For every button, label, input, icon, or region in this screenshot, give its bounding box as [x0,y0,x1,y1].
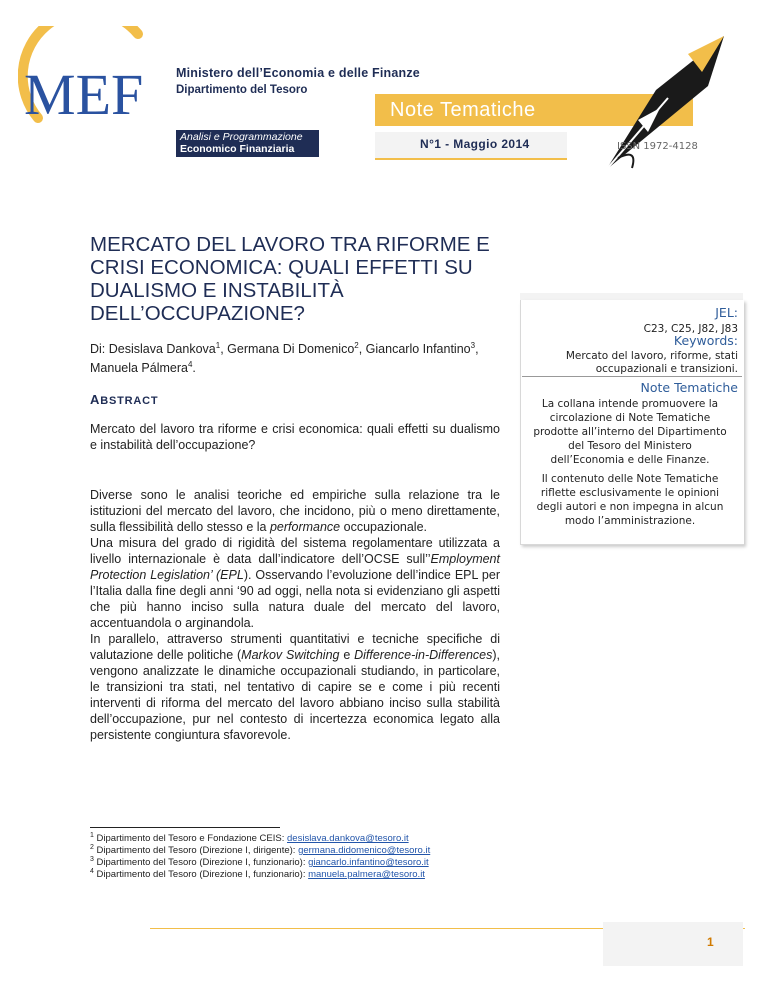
paragraph: Una misura del grado di rigidità del sistema regolamentare utilizzata a livello internazionale è data dall’indicatore dell’OCSE sull’’Employment Protection Legislation’ (EPL). Osservando l’evoluzione dell’indice EPL per l’Italia dalla fine degli anni ‘90 ad oggi, nella nota si evidenziano gli aspetti che più hanno inciso sulla natura duale del mercato del lavoro, accentuandola o arginandola. [90,536,500,630]
department-name: Dipartimento del Tesoro [176,84,308,96]
footnote-rule [90,827,280,828]
article-title: MERCATO DEL LAVORO TRA RIFORME E CRISI ECONOMICA: QUALI EFFETTI SU DUALISMO E INSTABILITÀ DELL’OCCUPAZIONE? [90,233,490,325]
authors: Di: Desislava Dankova$^1$, Germana Di Domenico$^2$, Giancarlo Infantino$^3$, Manuela Pálmera$^4$. [90,341,479,376]
footnote-3: $^3$ Dipartimento del Tesoro (Direzione I, funzionario): giancarlo.infantino@tesoro.it [90,856,429,869]
issn: ISSN 1972-4128 [617,141,698,152]
jel-codes: C23, C25, J82, J83 [643,323,738,335]
author-3-note: 3 [470,341,476,350]
sidebar-divider [522,376,742,377]
footnote-2: $^2$ Dipartimento del Tesoro (Direzione I, dirigente): germana.didomenico@tesoro.it [90,844,431,857]
footnote-1-email[interactable]: desislava.dankova@tesoro.it [287,833,409,845]
page-number: 1 [707,935,714,949]
footer-box [603,922,743,966]
jel-heading: JEL: [715,305,738,320]
pen-nib-icon [598,28,746,178]
logo-text: MEF [24,62,144,127]
author-3: , Giancarlo Infantino [358,342,471,357]
paragraph: In parallelo, attraverso strumenti quantitativi e tecniche specifiche di valutazione delle politiche (Markov Switching e Difference-in-Differences), vengono analizzate le dinamiche occupazionali studiando, in particolare, le transizioni tra stati, nel tentativo di capire se e come i più recenti interventi di riforma del mercato del lavoro abbiano inciso sulla stabilità dell’occupazione, pur nel contesto di incertezza economica legato alla persistente congiuntura sfavorevole. [90,632,500,742]
author-4-note: 4 [187,360,193,370]
author-2: , Germana Di Domenico [220,342,355,357]
abstract-subtitle: Mercato del lavoro tra riforme e crisi economica: quali effetti su dualismo e instabilità dell’occupazione? [90,422,500,452]
paragraph: Diverse sono le analisi teoriche ed empiriche sulla relazione tra le istituzioni del mercato del lavoro, che incidono, più o meno direttamente, sulla flessibilità dello stesso e la performance occupazionale. [90,488,500,534]
author-2-note: 2 [354,341,359,350]
footnote-3-email[interactable]: giancarlo.infantino@tesoro.it [308,857,429,869]
keywords-line-2: occupazionali e transizioni. [595,363,738,375]
abstract-heading: ABSTRACT [90,392,159,407]
footnote-4: $^4$ Dipartimento del Tesoro (Direzione I, funzionario): manuela.palmera@tesoro.it [90,868,425,881]
issue-number: N°1 - Maggio 2014 [420,137,530,151]
note-description: La collana intende promuovere la circolazione di Note Tematiche prodotte all’interno del Dipartimento del Tesoro del Ministero dell’Economia e delle Finanze. [533,398,727,466]
keywords-heading: Keywords: [673,333,738,348]
author-4: , Manuela Pálmera [90,342,479,376]
note-heading: Note Tematiche [640,380,738,395]
disclaimer: Il contenuto delle Note Tematiche riflette esclusivamente le opinioni degli autori e non impegna in alcun modo l’amministrazione. [536,473,724,527]
mef-logo [18,26,168,136]
analysis-line-1: Analisi e Programmazione [180,131,303,143]
footnote-2-email[interactable]: germana.didomenico@tesoro.it [298,845,431,857]
footnote-1: $^1$ Dipartimento del Tesoro e Fondazione CEIS: desislava.dankova@tesoro.it [90,832,409,845]
series-title: Note Tematiche [390,99,536,121]
abstract-body [90,487,500,743]
author-1: Di: Desislava Dankova [90,342,216,357]
author-1-note: 1 [215,341,221,350]
analysis-line-2: Economico Finanziaria [180,143,295,155]
keywords-line-1: Mercato del lavoro, riforme, stati [565,350,738,362]
footnote-4-email[interactable]: manuela.palmera@tesoro.it [308,869,425,881]
ministry-name: Ministero dell’Economia e delle Finanze [176,66,420,80]
